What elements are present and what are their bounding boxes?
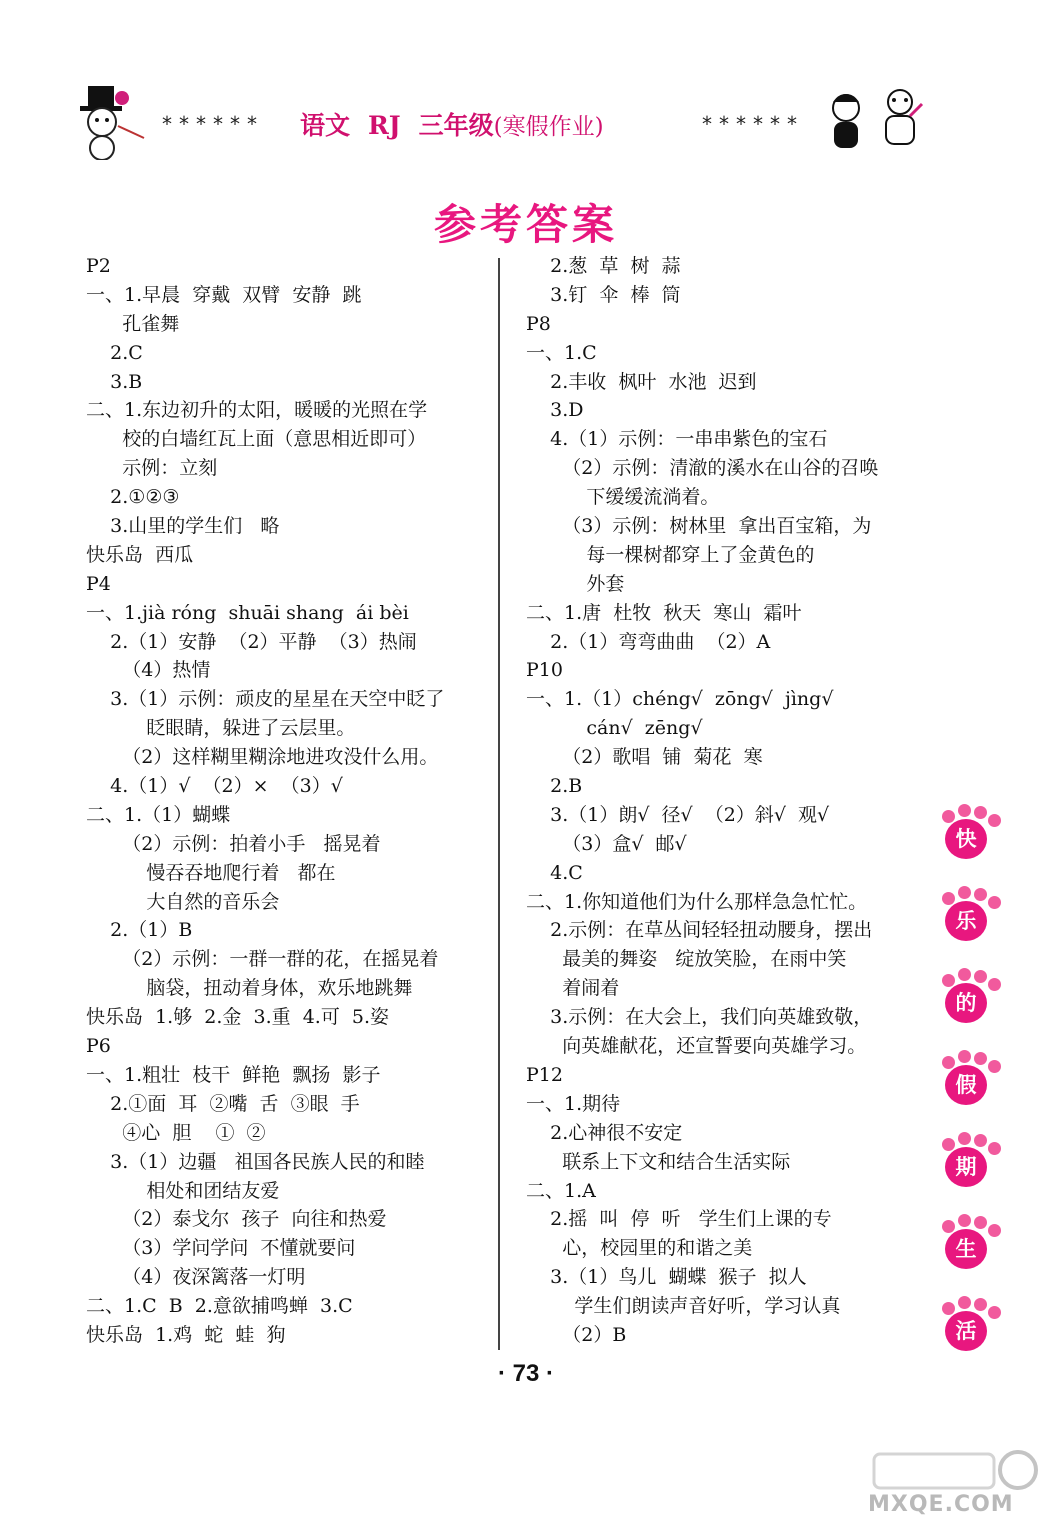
paw-badge [936,1216,996,1272]
paw-toe-icon [974,1216,987,1229]
answer-line: 2.摇 叫 停 听 学生们上课的专 [526,1208,832,1231]
answer-line: 示例：立刻 [86,457,218,480]
answer-line: 每一棵树都穿上了金黄色的 [526,543,815,566]
paw-toe-icon [958,1132,971,1145]
paw-toe-icon [958,1214,971,1227]
paw-character: 活 [945,1311,987,1351]
answer-line: （2）泰戈尔 孩子 向往和热爱 [86,1208,387,1231]
paw-toe-icon [942,892,955,905]
paw-toe-icon [974,1052,987,1065]
answer-line: 2.①②③ [86,486,180,509]
page-title: 参考答案 [433,200,618,249]
answer-line: 一、1.jià róng shuāi shang ái bèi [86,601,409,624]
answer-line: 着闹着 [526,977,620,1000]
answer-line: 3.D [526,399,584,422]
answer-line: （3）学问学问 不懂就要问 [86,1237,356,1260]
paw-toe-icon [942,1056,955,1069]
answer-line: 3.山里的学生们 略 [86,515,280,538]
answer-line: 大自然的音乐会 [86,890,280,913]
answer-line: 孔雀舞 [86,312,180,335]
paw-badge [936,888,996,944]
paw-toe-icon [988,1142,1001,1155]
paw-character: 假 [945,1065,987,1105]
answer-line: 脑袋，扭动着身体，欢乐地跳舞 [86,977,413,1000]
answer-line: 3.（1）鸟儿 蝴蝶 猴子 拟人 [526,1266,807,1289]
paw-toe-icon [958,886,971,899]
answer-line: 2.丰收 枫叶 水池 迟到 [526,370,757,393]
paw-toe-icon [974,1134,987,1147]
paw-toe-icon [988,1306,1001,1319]
answer-line: （4）夜深篱落一灯明 [86,1266,306,1289]
answer-line: 3.B [86,370,143,393]
answer-line: 慢吞吞地爬行着 都在 [86,861,336,884]
answer-line: ④心 胆 ① ② [86,1121,266,1144]
answer-line: 3.钉 伞 棒 筒 [526,283,681,306]
answer-line: 二、1.（1）蝴蝶 [86,803,231,826]
paw-character: 快 [945,819,987,859]
snowman-left-illustration [74,80,164,160]
answer-line: P12 [526,1063,563,1086]
paw-toe-icon [942,1138,955,1151]
answer-line: 一、1.（1）chéng√ zōng√ jìng√ [526,688,834,711]
side-paw-badges [936,806,996,1380]
answers-left-column [86,252,491,1350]
answer-line: 快乐岛 1.鸡 蛇 蛙 狗 [86,1323,286,1346]
answer-line: 2.（1）B [86,919,193,942]
answer-line: 快乐岛 1.够 2.金 3.重 4.可 5.姿 [86,1006,390,1029]
answer-line: 二、1.C B 2.意欲捕鸣蝉 3.C [86,1295,353,1318]
header-title [300,106,604,142]
answer-line: 4.（1）示例：一串串紫色的宝石 [526,428,828,451]
page-number: · 73 · [497,1360,554,1387]
paw-badge [936,1134,996,1190]
answer-line: P2 [86,255,111,277]
answer-line: 3.（1）朗√ 径√ （2）斜√ 观√ [526,803,830,826]
watermark-text: MXQE.COM [868,1492,1014,1517]
paw-toe-icon [958,804,971,817]
answer-line: 4.C [526,861,583,884]
paw-toe-icon [988,1060,1001,1073]
paw-toe-icon [958,1050,971,1063]
answer-line: 校的白墙红瓦上面（意思相近即可） [86,428,427,451]
paw-character: 的 [945,983,987,1023]
paw-toe-icon [942,1220,955,1233]
answer-line: 3.（1）边疆 祖国各民族人民的和睦 [86,1150,425,1173]
paw-badge [936,970,996,1026]
header-subject: 语文 [300,111,351,140]
header-grade: 三年级 [418,111,494,140]
answer-line: （3）示例：树林里 拿出百宝箱，为 [526,515,872,538]
answer-line: 二、1.唐 杜牧 秋天 寒山 霜叶 [526,601,802,624]
answer-line: （2）这样糊里糊涂地进攻没什么用。 [86,746,439,769]
answer-line: （2）示例：拍着小手 摇晃着 [86,832,381,855]
answer-line: 2.B [526,775,583,798]
paw-badge [936,1298,996,1354]
answer-line: 3.（1）示例：顽皮的星星在天空中眨了 [86,688,445,711]
paw-toe-icon [958,1296,971,1309]
paw-toe-icon [988,978,1001,991]
answer-line: （2）示例：清澈的溪水在山谷的召唤 [526,457,879,480]
paw-toe-icon [974,888,987,901]
answer-line: 一、1.C [526,341,597,364]
kids-right-illustration [824,80,934,160]
paw-toe-icon [988,814,1001,827]
answer-line: 2.（1）弯弯曲曲 （2）A [526,630,771,653]
paw-badge [936,1052,996,1108]
answer-line: 快乐岛 西瓜 [86,543,194,566]
paw-toe-icon [974,970,987,983]
answer-line: （2）示例：一群一群的花，在摇晃着 [86,948,439,971]
site-watermark [868,1448,1038,1528]
answer-line: 联系上下文和结合生活实际 [526,1150,791,1173]
answer-line: 2.示例：在草丛间轻轻扭动腰身，摆出 [526,919,873,942]
answer-line: （2）B [526,1323,627,1346]
paw-toe-icon [942,810,955,823]
answer-line: 下缓缓流淌着。 [526,486,720,509]
answer-line: cán√ zēng√ [526,717,703,740]
answer-line: 学生们朗读声音好听，学习认真 [526,1295,841,1318]
answer-line: P8 [526,312,551,335]
answer-line: 2.C [86,341,143,364]
header-banner [0,80,1052,170]
answer-line: 二、1.A [526,1179,596,1202]
answer-line: 4.（1）√ （2）× （3）√ [86,775,343,798]
answers-right-column [526,252,926,1350]
answer-line: （3）盒√ 邮√ [526,832,687,855]
paw-toe-icon [958,968,971,981]
answer-line: （2）歌唱 铺 菊花 寒 [526,746,763,769]
answer-line: 外套 [526,572,625,595]
paw-badge [936,806,996,862]
paw-character: 期 [945,1147,987,1187]
answer-line: 2.葱 草 树 蒜 [526,255,681,277]
answer-line: 一、1.早晨 穿戴 双臂 安静 跳 [86,283,362,306]
answer-line: 一、1.期待 [526,1092,621,1115]
paw-toe-icon [974,1298,987,1311]
answer-line: 2.①面 耳 ②嘴 舌 ③眼 手 [86,1092,360,1115]
paw-toe-icon [942,1302,955,1315]
column-divider [498,258,500,1350]
paw-toe-icon [988,896,1001,909]
answer-line: 二、1.东边初升的太阳，暖暖的光照在学 [86,399,428,422]
answer-line: 2.（1）安静 （2）平静 （3）热闹 [86,630,417,653]
paw-toe-icon [988,1224,1001,1237]
paw-toe-icon [942,974,955,987]
answer-line: 相处和团结友爱 [86,1179,280,1202]
paw-character: 乐 [945,901,987,941]
header-subtitle: (寒假作业) [493,114,604,140]
answer-line: 眨眼睛，躲进了云层里。 [86,717,356,740]
header-edition: RJ [368,111,401,140]
answer-line: 二、1.你知道他们为什么那样急急忙忙。 [526,890,868,913]
answer-line: 向英雄献花，还宣誓要向英雄学习。 [526,1035,867,1058]
answer-line: 心，校园里的和谐之美 [526,1237,753,1260]
header-stars-left: ****** [162,112,264,136]
answer-line: P6 [86,1035,111,1058]
paw-toe-icon [974,806,987,819]
answer-line: P10 [526,659,563,682]
answer-line: 一、1.粗壮 枝干 鲜艳 飘扬 影子 [86,1063,381,1086]
answer-line: （4）热情 [86,659,211,682]
paw-character: 生 [945,1229,987,1269]
answer-line: 最美的舞姿 绽放笑脸，在雨中笑 [526,948,847,971]
answer-line: P4 [86,572,111,595]
watermark-logo-icon [868,1448,1038,1496]
answer-line: 2.心神很不安定 [526,1121,683,1144]
answer-line: 3.示例：在大会上，我们向英雄致敬， [526,1006,873,1029]
header-stars-right: ****** [702,112,804,136]
